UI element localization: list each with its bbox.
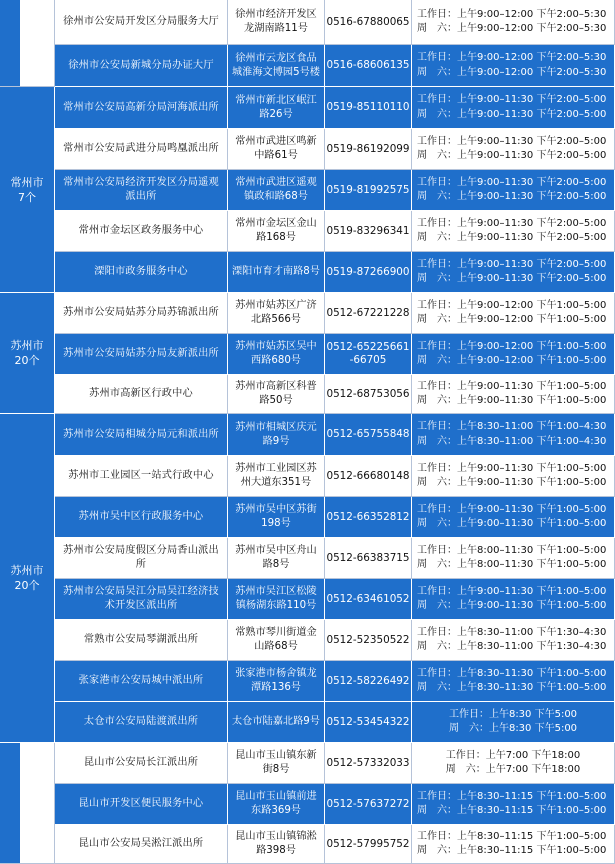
hours-line: 工作日：上午8:30–11:00 下午1:00–4:30 [417,421,607,432]
hours-line: 工作日：上午9:00–11:30 下午1:00–5:00 [417,462,607,474]
office-hours [412,743,615,784]
hours-line: 工作日：上午8:30 下午5:00 [448,708,578,720]
office-address: 苏州市姑苏区吴中西路680号 [228,334,325,375]
office-name: 苏州市公安局相城分局元和派出所 [55,414,228,456]
office-address: 溧阳市育才南路8号 [228,252,325,293]
office-name: 苏州市公安局吴江分局吴江经济技术开发区派出所 [55,579,228,620]
office-hours [412,497,615,538]
office-address: 张家港市杨舍镇龙潭路136号 [228,661,325,702]
hours-line: 工作日：上午9:00–11:30 下午2:00–5:00 [417,217,607,229]
office-phone: 0512-58226492 [325,661,412,702]
office-hours [412,414,615,456]
hours-line: 工作日：上午9:00–11:30 下午2:00–5:00 [417,258,607,270]
office-name: 常州市公安局武进分局鸣凰派出所 [55,129,228,170]
office-phone: 0512-68753056 [325,375,412,414]
office-phone: 0512-66680148 [325,456,412,497]
hours-line: 周 六：上午9:00–11:30 下午2:00–5:00 [417,232,607,243]
office-phone: 0516-67880065 [325,0,412,45]
hours-line: 工作日：上午8:30–11:30 下午1:00–5:00 [417,667,607,679]
office-name: 太仓市公安局陆渡派出所 [55,702,228,743]
hours-line: 工作日：上午8:30–11:00 下午1:30–4:30 [417,626,607,638]
office-name: 苏州市工业园区一站式行政中心 [55,456,228,497]
office-name: 昆山市开发区便民服务中心 [55,784,228,825]
hours-line: 周 六：上午8:30–11:15 下午1:00–5:00 [417,845,607,856]
office-phone: 0512-67221228 [325,293,412,334]
office-hours [412,87,615,129]
office-name: 张家港市公安局城中派出所 [55,661,228,702]
office-hours [412,579,615,620]
office-name: 徐州市公安局开发区分局服务大厅 [55,0,228,45]
office-hours [412,702,615,743]
hours-line: 周 六：上午9:00–11:30 下午1:00–5:00 [417,600,607,611]
office-phone: 0519-85110110 [325,87,412,129]
city-label: 苏州市 20个 [10,339,44,367]
hours-line: 工作日：上午8:30–11:15 下午1:00–5:00 [417,790,607,802]
city-label: 常州市 7个 [10,175,44,204]
office-phone: 0519-83296341 [325,211,412,252]
hours-line: 周 六：上午9:00–12:00 下午1:00–5:00 [417,355,607,366]
office-phone: 0512-57995752 [325,825,412,864]
hours-line: 工作日：上午9:00–11:30 下午1:00–5:00 [417,585,607,597]
office-hours [412,252,615,293]
office-hours [412,334,615,375]
hours-line: 周 六：上午9:00–12:00 下午2:00–5:30 [417,23,607,34]
office-address: 太仓市陆嘉北路9号 [228,702,325,743]
office-name: 溧阳市政务服务中心 [55,252,228,293]
office-address: 苏州市吴中区舟山路8号 [228,538,325,579]
hours-line: 周 六：上午9:00–12:00 下午2:00–5:30 [417,66,607,78]
office-address: 苏州市姑苏区广济北路566号 [228,293,325,334]
office-hours [412,45,615,87]
hours-line: 工作日：上午7:00 下午18:00 [445,749,581,761]
office-name: 徐州市公安局新城分局办证大厅 [55,45,228,87]
office-phone: 0512-57332033 [325,743,412,784]
hours-line: 工作日：上午9:00–11:30 下午2:00–5:00 [417,176,607,188]
office-hours [412,620,615,661]
office-name: 常熟市公安局琴湖派出所 [55,620,228,661]
office-phone: 0512-52350522 [325,620,412,661]
office-address: 昆山市玉山镇锦淞路398号 [228,825,325,864]
hours-line: 周 六：上午9:00–12:00 下午1:00–5:00 [417,314,607,325]
office-phone: 0512-65755848 [325,414,412,456]
city-cell [0,743,55,864]
office-phone: 0516-68606135 [325,45,412,87]
hours-line: 周 六：上午8:30–11:00 下午1:00–4:30 [417,435,607,447]
office-phone: 0519-87266900 [325,252,412,293]
office-name: 苏州市公安局姑苏分局苏锦派出所 [55,293,228,334]
hours-line: 工作日：上午8:30–11:15 下午1:00–5:00 [417,830,607,842]
office-name: 常州市金坛区政务服务中心 [55,211,228,252]
office-name: 苏州市吴中区行政服务中心 [55,497,228,538]
office-hours [412,211,615,252]
city-cell [0,414,55,743]
hours-line: 周 六：上午7:00 下午18:00 [445,764,581,775]
hours-line: 工作日：上午9:00–12:00 下午1:00–5:00 [417,340,607,352]
office-address: 常州市武进区鸣新中路61号 [228,129,325,170]
office-name: 常州市公安局高新分局河海派出所 [55,87,228,129]
office-phone: 0512-57637272 [325,784,412,825]
office-hours [412,0,615,45]
hours-line: 周 六：上午9:00–11:30 下午2:00–5:00 [417,191,607,202]
office-address: 昆山市玉山镇东新街8号 [228,743,325,784]
hours-line: 工作日：上午8:00–11:30 下午1:00–5:00 [417,544,607,556]
hours-line: 周 六：上午8:30 下午5:00 [448,723,578,734]
office-address: 昆山市玉山镇前进东路369号 [228,784,325,825]
hours-line: 工作日：上午9:00–11:30 下午2:00–5:00 [417,135,607,147]
hours-line: 周 六：上午8:30–11:00 下午1:30–4:30 [417,641,607,652]
hours-line: 周 六：上午9:00–11:30 下午1:00–5:00 [417,477,607,488]
office-name: 苏州市公安局度假区分局香山派出所 [55,538,228,579]
hours-line: 工作日：上午9:00–12:00 下午2:00–5:30 [417,8,607,20]
hours-line: 周 六：上午8:00–11:30 下午1:00–5:00 [417,559,607,570]
office-address: 苏州市高新区科普路50号 [228,375,325,414]
office-address: 苏州市吴中区苏街198号 [228,497,325,538]
office-address: 苏州市相城区庆元路9号 [228,414,325,456]
office-address: 苏州市工业园区苏州大道东351号 [228,456,325,497]
office-name: 苏州市公安局姑苏分局友新派出所 [55,334,228,375]
office-hours [412,129,615,170]
office-name: 昆山市公安局吴淞江派出所 [55,825,228,864]
hours-line: 周 六：上午9:00–11:30 下午1:00–5:00 [417,395,607,406]
hours-line: 周 六：上午8:30–11:30 下午1:00–5:00 [417,682,607,693]
office-phone: 0512-66383715 [325,538,412,579]
office-address: 常州市武进区遥观镇政和路68号 [228,170,325,211]
office-phone: 0519-81992575 [325,170,412,211]
office-address: 苏州市吴江区松陵镇杨湖东路110号 [228,579,325,620]
city-cell [0,293,55,414]
hours-line: 周 六：上午8:30–11:15 下午1:00–5:00 [417,805,607,816]
office-hours [412,538,615,579]
office-hours [412,456,615,497]
hours-line: 周 六：上午9:00–11:30 下午1:00–5:00 [417,518,607,529]
office-phone: 0512-66352812 [325,497,412,538]
office-address: 徐州市云龙区食品城淮海文博园5号楼 [228,45,325,87]
office-hours [412,661,615,702]
office-name: 常州市公安局经济开发区分局遥观派出所 [55,170,228,211]
office-phone: 0512-63461052 [325,579,412,620]
hours-line: 工作日：上午9:00–11:30 下午2:00–5:00 [417,94,607,105]
office-hours [412,170,615,211]
hours-line: 工作日：上午9:00–11:30 下午1:00–5:00 [417,503,607,515]
city-strip [0,743,20,864]
office-address: 常州市金坛区金山路168号 [228,211,325,252]
office-phone: 0512-65225661 -66705 [325,334,412,375]
office-hours [412,825,615,864]
hours-line: 周 六：上午9:00–11:30 下午2:00–5:00 [417,108,607,120]
office-address: 常州市新北区岷江路26号 [228,87,325,129]
office-name: 苏州市高新区行政中心 [55,375,228,414]
office-name: 昆山市公安局长江派出所 [55,743,228,784]
office-address: 常熟市琴川街道金山路68号 [228,620,325,661]
city-strip [0,0,20,87]
office-address: 徐州市经济开发区龙湖南路11号 [228,0,325,45]
office-hours [412,293,615,334]
office-hours [412,375,615,414]
city-cell [0,87,55,293]
hours-line: 周 六：上午9:00–11:30 下午2:00–5:00 [417,150,607,161]
hours-line: 周 六：上午9:00–11:30 下午2:00–5:00 [417,273,607,284]
city-cell [0,0,55,87]
hours-line: 工作日：上午9:00–11:30 下午1:00–5:00 [417,380,607,392]
office-hours [412,784,615,825]
office-phone: 0519-86192099 [325,129,412,170]
office-phone: 0512-53454322 [325,702,412,743]
hours-line: 工作日：上午9:00–12:00 下午1:00–5:00 [417,299,607,311]
city-label: 苏州市 20个 [10,564,44,592]
hours-line: 工作日：上午9:00–12:00 下午2:00–5:30 [417,52,607,63]
